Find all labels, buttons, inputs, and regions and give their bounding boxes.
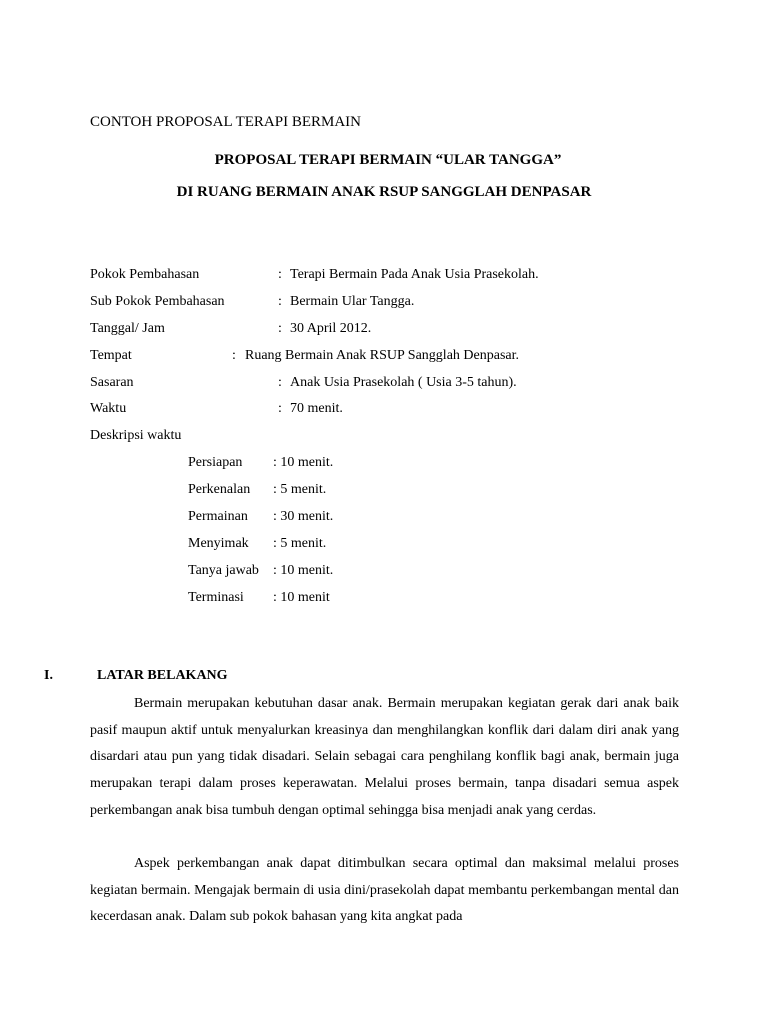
duration-value: : 10 menit	[273, 590, 330, 605]
info-colon: :	[278, 401, 282, 416]
duration-label: Menyimak	[188, 536, 249, 551]
info-colon: :	[278, 375, 282, 390]
info-label: Waktu	[90, 401, 127, 416]
proposal-title: PROPOSAL TERAPI BERMAIN “ULAR TANGGA”	[214, 152, 562, 168]
info-value: Bermain Ular Tangga.	[290, 294, 415, 309]
duration-value: : 5 menit.	[273, 482, 327, 497]
duration-value: : 10 menit.	[273, 563, 334, 578]
duration-value: : 30 menit.	[273, 509, 334, 524]
info-value: Anak Usia Prasekolah ( Usia 3-5 tahun).	[290, 375, 517, 390]
info-label: Tanggal/ Jam	[90, 321, 165, 336]
info-label: Sasaran	[90, 375, 134, 390]
info-label: Pokok Pembahasan	[90, 267, 200, 282]
duration-label: Permainan	[188, 509, 248, 524]
info-value: 30 April 2012.	[290, 321, 372, 336]
info-colon: :	[278, 267, 282, 282]
duration-label: Persiapan	[188, 455, 243, 470]
duration-label: Tanya jawab	[188, 563, 259, 578]
section-number: I.	[44, 668, 53, 683]
document-pre-title: CONTOH PROPOSAL TERAPI BERMAIN	[90, 114, 362, 130]
info-value: Terapi Bermain Pada Anak Usia Prasekolah.	[290, 267, 539, 282]
duration-value: : 5 menit.	[273, 536, 327, 551]
section-title: LATAR BELAKANG	[97, 668, 228, 683]
info-colon: :	[278, 321, 282, 336]
info-value: Ruang Bermain Anak RSUP Sangglah Denpasar.	[245, 348, 520, 363]
body-paragraph	[90, 691, 679, 825]
paragraph-text: Aspek perkembangan anak dapat ditimbulkan secara optimal dan maksimal melalui proses kegiatan bermain. Mengajak bermain di usia dini/prasekolah dapat membantu perkembangan mental dan kecerdasan anak. Dalam sub pokok bahasan yang kita angkat pada	[90, 856, 679, 925]
duration-label: Perkenalan	[188, 482, 251, 497]
duration-label: Terminasi	[188, 590, 244, 605]
paragraph-text: Bermain merupakan kebutuhan dasar anak. Bermain merupakan kegiatan gerak dari anak baik pasif maupun aktif untuk menyalurkan kreasinya dan menghilangkan konflik dari dalam diri anak yang disardari atau pun yang tidak disadari. Selain sebagai cara penghilang konflik bagi anak, bermain juga merupakan terapi dalam proses keperawatan. Melalui proses bermain, tanpa disadari semua aspek perkembangan anak bisa tumbuh dengan optimal sehingga bisa menjadi anak yang cerdas.	[90, 696, 679, 818]
durations-heading: Deskripsi waktu	[90, 428, 182, 443]
info-colon: :	[232, 348, 236, 363]
info-colon: :	[278, 294, 282, 309]
info-label: Sub Pokok Pembahasan	[90, 294, 225, 309]
body-paragraph	[90, 851, 679, 931]
info-label: Tempat	[90, 348, 132, 363]
proposal-subtitle: DI RUANG BERMAIN ANAK RSUP SANGGLAH DENPASAR	[176, 184, 592, 200]
info-value: 70 menit.	[290, 401, 343, 416]
duration-value: : 10 menit.	[273, 455, 334, 470]
